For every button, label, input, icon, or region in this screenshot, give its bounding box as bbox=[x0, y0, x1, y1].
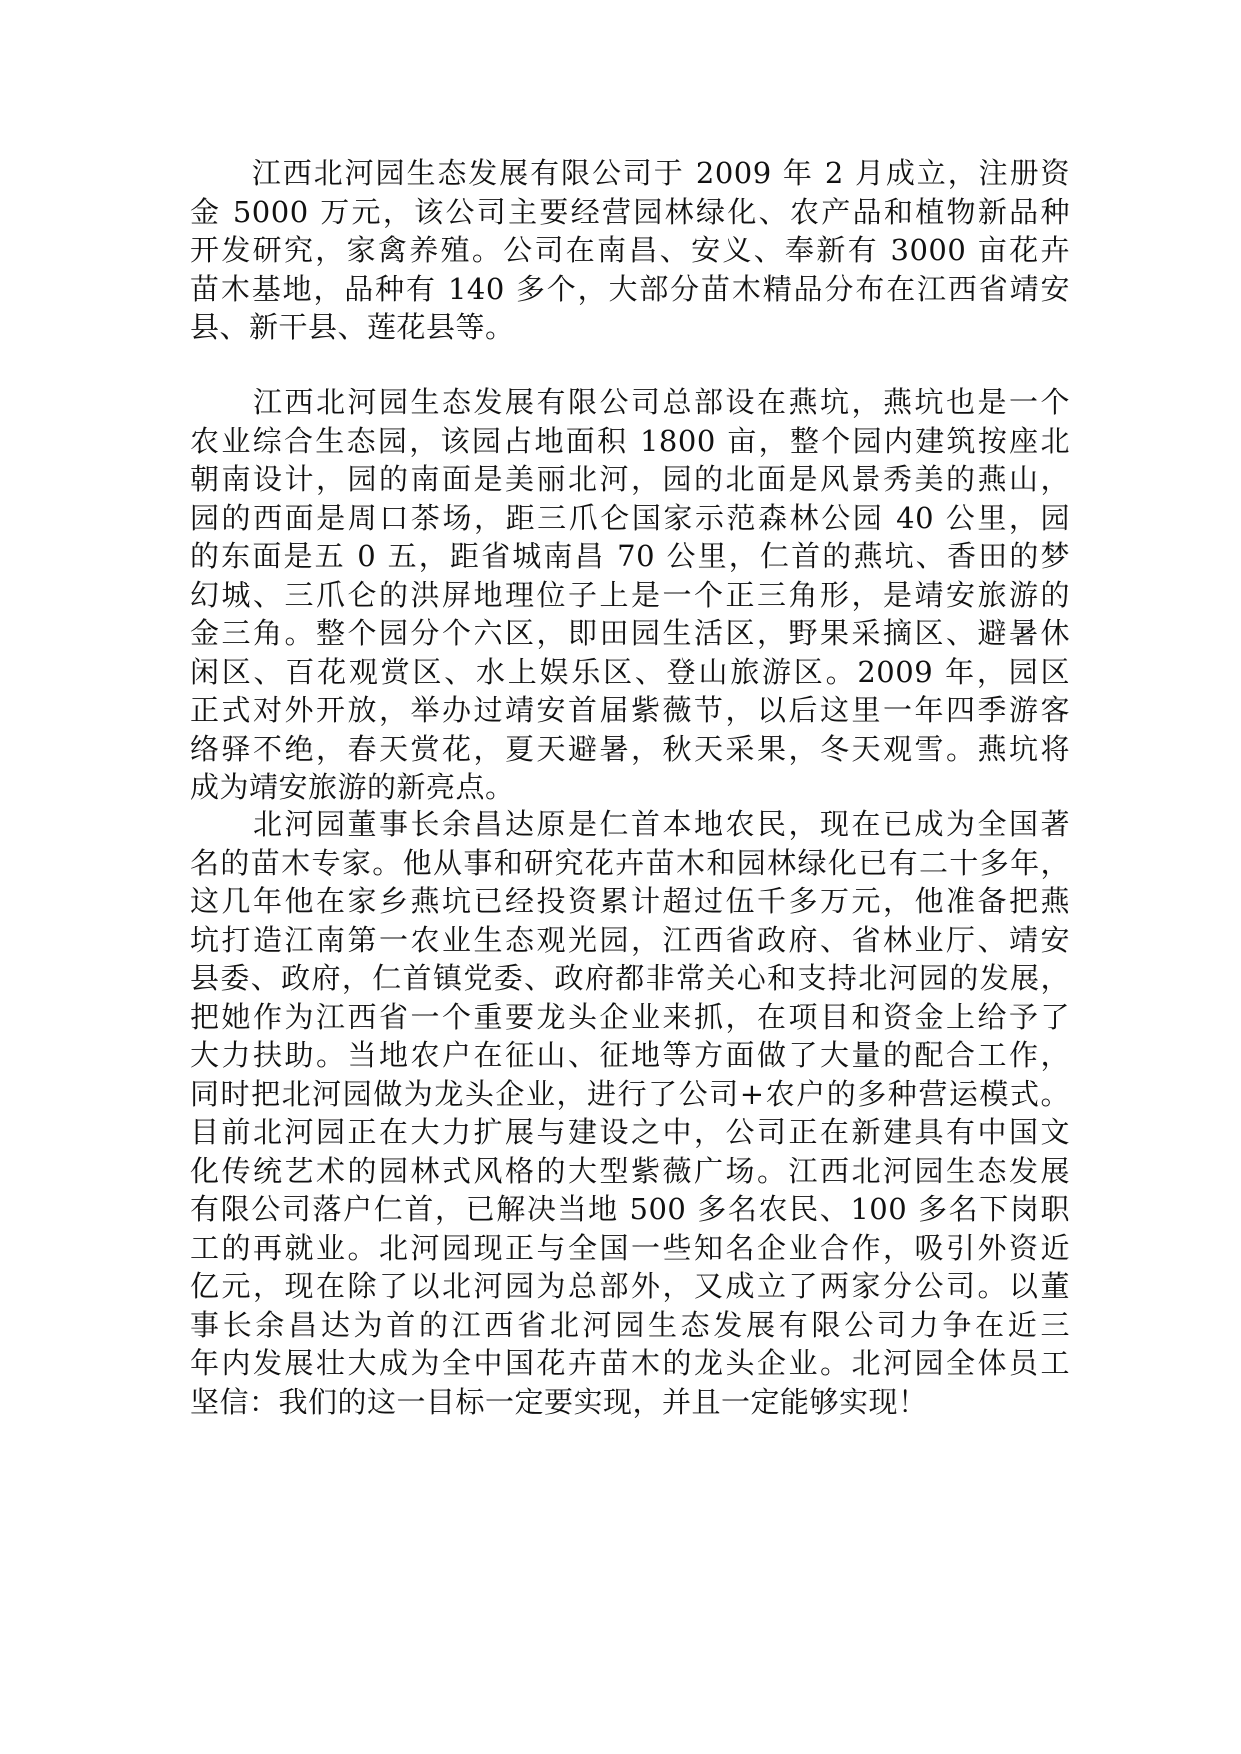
text-line: 有限公司落户仁首，已解决当地 500 多名农民、100 多名下岗职 bbox=[190, 1192, 1070, 1226]
text-line: 大力扶助。当地农户在征山、征地等方面做了大量的配合工作， bbox=[190, 1038, 1070, 1072]
text-line: 亿元，现在除了以北河园为总部外，又成立了两家分公司。以董 bbox=[190, 1269, 1070, 1303]
text-line: 县委、政府，仁首镇党委、政府都非常关心和支持北河园的发展， bbox=[190, 961, 1070, 995]
text-line: 农业综合生态园，该园占地面积 1800 亩，整个园内建筑按座北 bbox=[190, 423, 1070, 458]
paragraph-company-intro bbox=[190, 154, 1070, 347]
text-line: 年内发展壮大成为全中国花卉苗木的龙头企业。北河园全体员工 bbox=[190, 1346, 1070, 1380]
text-line: 工的再就业。北河园现正与全国一些知名企业合作，吸引外资近 bbox=[190, 1230, 1070, 1265]
text-line: 江西北河园生态发展有限公司总部设在燕坑，燕坑也是一个 bbox=[190, 385, 1070, 419]
text-line: 金三角。整个园分个六区，即田园生活区，野果采摘区、避暑休 bbox=[190, 616, 1070, 650]
text-line: 苗木基地，品种有 140 多个，大部分苗木精品分布在江西省靖安 bbox=[190, 271, 1070, 306]
text-line: 北河园董事长余昌达原是仁首本地农民，现在已成为全国著 bbox=[190, 807, 1070, 841]
text-line: 坑打造江南第一农业生态观光园，江西省政府、省林业厅、靖安 bbox=[190, 922, 1070, 957]
text-line: 坚信：我们的这一目标一定要实现，并且一定能够实现！ bbox=[190, 1384, 928, 1419]
text-line: 江西北河园生态发展有限公司于 2009 年 2 月成立，注册资 bbox=[190, 156, 1070, 190]
text-line: 络驿不绝，春天赏花，夏天避暑，秋天采果，冬天观雪。燕坑将 bbox=[190, 731, 1070, 766]
text-line: 的东面是五 0 五，距省城南昌 70 公里，仁首的燕坑、香田的梦 bbox=[190, 539, 1070, 573]
text-line: 事长余昌达为首的江西省北河园生态发展有限公司力争在近三 bbox=[190, 1307, 1070, 1342]
text-line: 化传统艺术的园林式风格的大型紫薇广场。江西北河园生态发展 bbox=[190, 1153, 1070, 1188]
text-line: 园的西面是周口茶场，距三爪仑国家示范森林公园 40 公里，园 bbox=[190, 500, 1070, 535]
text-line: 同时把北河园做为龙头企业，进行了公司+农户的多种营运模式。 bbox=[190, 1076, 1070, 1111]
text-line: 成为靖安旅游的新亮点。 bbox=[190, 770, 515, 804]
text-line: 把她作为江西省一个重要龙头企业来抓，在项目和资金上给予了 bbox=[190, 999, 1070, 1034]
text-line: 这几年他在家乡燕坑已经投资累计超过伍千多万元，他准备把燕 bbox=[190, 884, 1070, 918]
paragraph-chairman bbox=[190, 805, 1070, 1421]
text-line: 闲区、百花观赏区、水上娱乐区、登山旅游区。2009 年，园区 bbox=[190, 654, 1070, 689]
text-line: 朝南设计，园的南面是美丽北河，园的北面是风景秀美的燕山， bbox=[190, 462, 1070, 496]
text-line: 幻城、三爪仑的洪屏地理位子上是一个正三角形，是靖安旅游的 bbox=[190, 577, 1070, 612]
text-line: 金 5000 万元，该公司主要经营园林绿化、农产品和植物新品种 bbox=[190, 194, 1070, 229]
text-line: 开发研究，家禽养殖。公司在南昌、安义、奉新有 3000 亩花卉 bbox=[190, 233, 1070, 267]
text-line: 目前北河园正在大力扩展与建设之中，公司正在新建具有中国文 bbox=[190, 1115, 1070, 1149]
text-line: 正式对外开放，举办过靖安首届紫薇节，以后这里一年四季游客 bbox=[190, 693, 1070, 727]
text-line: 县、新干县、莲花县等。 bbox=[190, 310, 515, 344]
text-line: 名的苗木专家。他从事和研究花卉苗木和园林绿化已有二十多年， bbox=[190, 845, 1070, 880]
paragraph-headquarters bbox=[190, 383, 1070, 807]
